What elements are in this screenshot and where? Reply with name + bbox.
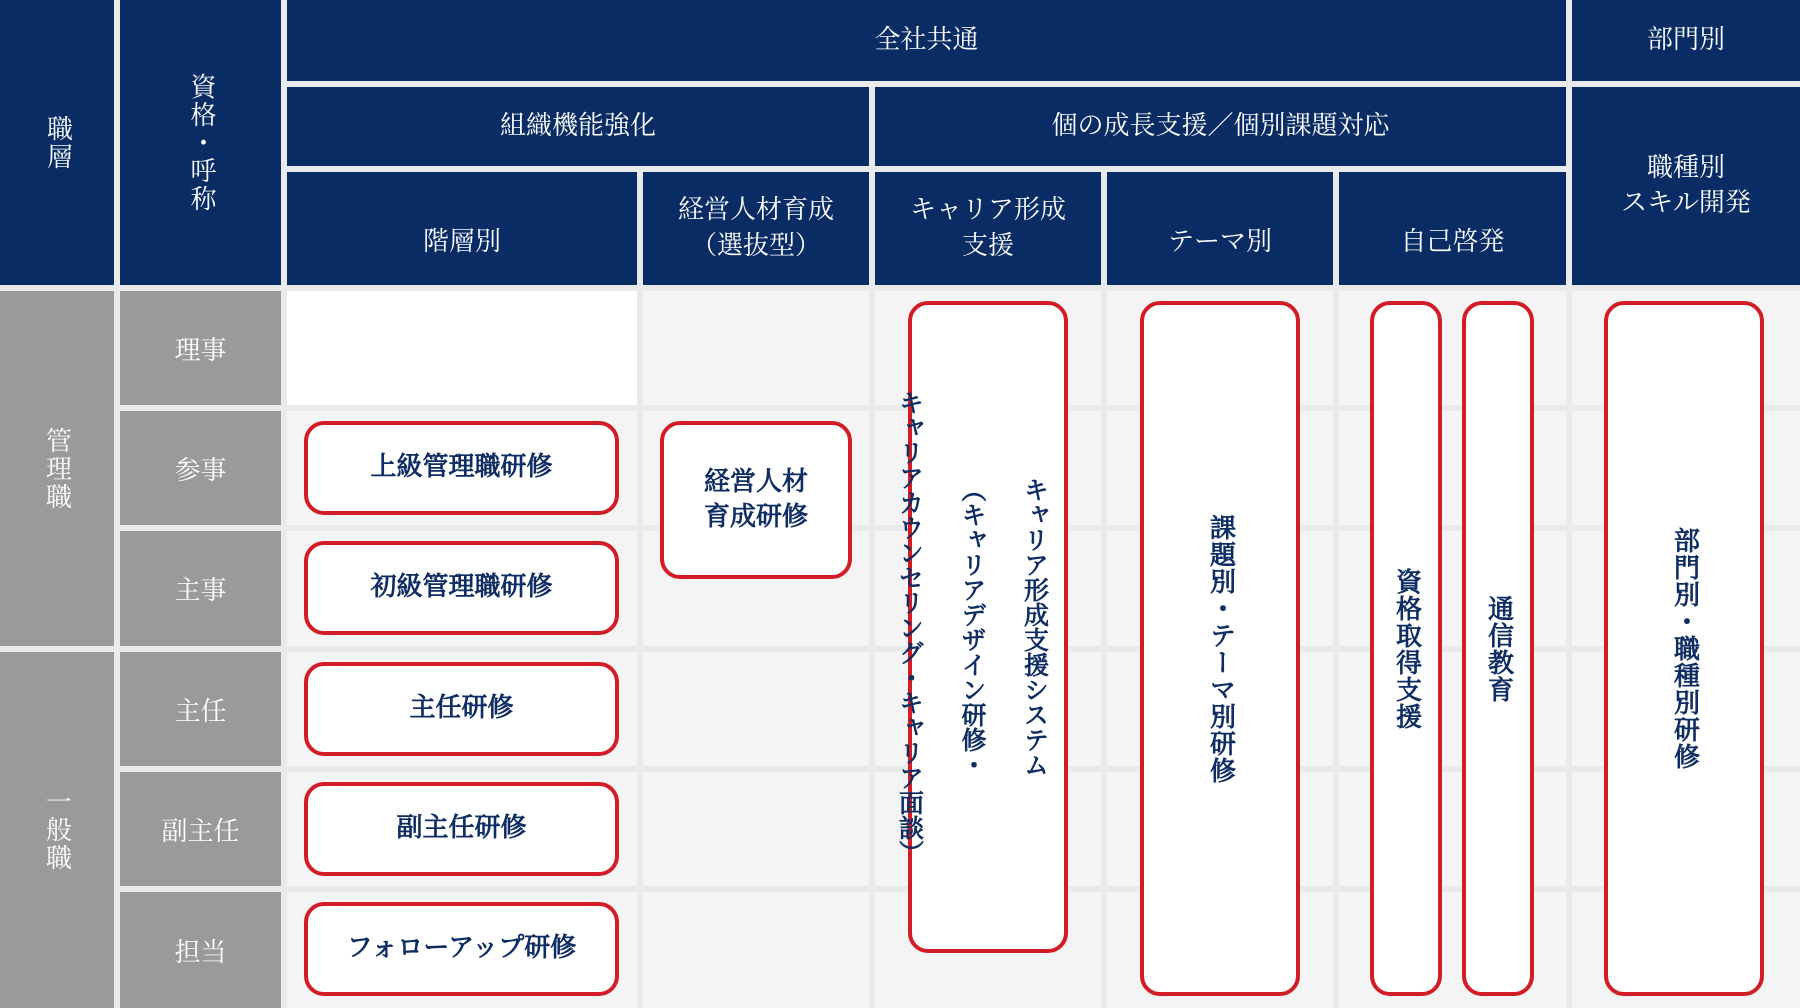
- rank-sanji: 参事: [120, 411, 281, 525]
- header-shokushu-skill: 職種別 スキル開発: [1572, 87, 1800, 285]
- program-shokyu-kanrishoku: 初級管理職研修: [304, 541, 619, 635]
- rank-shuji: 主事: [120, 531, 281, 646]
- header-ko-seicho: 個の成長支援／個別課題対応: [875, 87, 1566, 166]
- layer-ippan-label: 一般職: [41, 788, 72, 872]
- program-followup: フォローアップ研修: [304, 902, 619, 996]
- career-line-1: キャリア形成支援システム: [1020, 477, 1050, 777]
- career-line-2: （キャリアデザイン研修・: [958, 477, 987, 777]
- layer-kanri: [0, 291, 114, 646]
- rank-riji: 理事: [120, 291, 281, 405]
- header-shikaku-label: 資格・呼称: [186, 72, 217, 213]
- grid-cell: [643, 652, 869, 766]
- program-shikaku-shien-label: 資格取得支援: [1391, 567, 1422, 730]
- program-shunin: 主任研修: [304, 662, 619, 756]
- header-bumon: 部門別: [1572, 0, 1800, 81]
- header-soshiki: 組織機能強化: [287, 87, 869, 166]
- grid-cell: [643, 772, 869, 886]
- program-bumon-kenshu-label: 部門別・職種別研修: [1669, 527, 1700, 770]
- rank-tanto: 担当: [120, 892, 281, 1008]
- rank-fukushunin: 副主任: [120, 772, 281, 886]
- program-keiei-jinzai: 経営人材 育成研修: [660, 421, 852, 579]
- career-line-3: キャリアカウンセリング・キャリア面談）: [895, 389, 925, 865]
- header-zensha: 全社共通: [287, 0, 1566, 81]
- header-keiei-jinzai: 経営人材育成 （選抜型）: [643, 172, 869, 285]
- header-kaisobetsu: 階層別: [287, 172, 637, 285]
- program-career-system-text: [894, 390, 1082, 865]
- grid-cell: [643, 291, 869, 405]
- program-tsushin-kyoiku: [1462, 301, 1534, 996]
- program-bumon-kenshu: [1604, 301, 1764, 996]
- header-jiko: 自己啓発: [1339, 172, 1566, 285]
- program-tsushin-kyoiku-label: 通信教育: [1483, 594, 1514, 703]
- program-fukushunin: 副主任研修: [304, 782, 619, 876]
- header-shokuso: [0, 0, 114, 285]
- grid-cell: [287, 291, 637, 405]
- grid-cell: [643, 892, 869, 1008]
- header-shikaku: [120, 0, 281, 285]
- program-shikaku-shien: [1370, 301, 1442, 996]
- rank-shunin: 主任: [120, 652, 281, 766]
- program-jokyu-kanrishoku: 上級管理職研修: [304, 421, 619, 515]
- header-shokuso-label: 職層: [42, 114, 73, 171]
- layer-ippan: [0, 652, 114, 1008]
- program-career-system: [895, 301, 1068, 953]
- header-theme: テーマ別: [1107, 172, 1333, 285]
- program-theme-kenshu: [1140, 301, 1300, 996]
- header-career: キャリア形成 支援: [875, 172, 1101, 285]
- layer-kanri-label: 管理職: [41, 426, 72, 511]
- program-theme-kenshu-label: 課題別・テーマ別研修: [1205, 513, 1236, 784]
